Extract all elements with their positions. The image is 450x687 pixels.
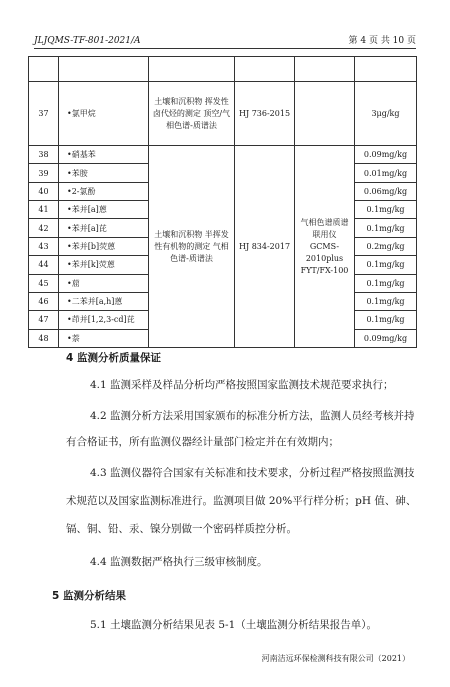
footer-company: 河南洁远环保检测科技有限公司（2021） — [261, 654, 410, 663]
detection-limit: 3μg/kg — [355, 82, 417, 146]
row-number: 46 — [29, 292, 59, 310]
method-name: 土壤和沉积物 挥发性卤代烃的测定 顶空/气相色谱-质谱法 — [149, 82, 235, 146]
paragraph-4-3-line2: 术规范以及国家监测标准进行。监测项目做 20%平行样分析；pH 值、砷、 — [66, 495, 417, 507]
paragraph-4-3-line3: 镉、铜、铅、汞、镍分别做一个密码样质控分析。 — [66, 523, 297, 535]
analyte-name: •氯甲烷 — [59, 82, 149, 146]
analyte-name: •苯并[a]芘 — [59, 219, 149, 237]
page-info: 第 4 页 共 10 页 — [348, 36, 416, 46]
row-number: 44 — [29, 256, 59, 274]
method-standard: HJ 834-2017 — [235, 146, 295, 348]
detection-limit-table — [28, 56, 417, 348]
page-header — [34, 30, 416, 49]
method-standard: HJ 736-2015 — [235, 82, 295, 146]
section-5-title: 5 监测分析结果 — [52, 590, 126, 602]
detection-limit: 0.06mg/kg — [355, 182, 417, 200]
paragraph-5-1: 5.1 土壤监测分析结果见表 5-1（土壤监测分析结果报告单）。 — [90, 619, 378, 631]
paragraph-4-3-line1: 4.3 监测仪器符合国家有关标准和技术要求，分析过程严格按照监测技 — [90, 467, 415, 479]
row-number: 39 — [29, 164, 59, 182]
row-number: 48 — [29, 329, 59, 347]
row-number: 47 — [29, 311, 59, 329]
detection-limit: 0.1mg/kg — [355, 201, 417, 219]
analyte-name: •2-氯酚 — [59, 182, 149, 200]
detection-limit: 0.1mg/kg — [355, 274, 417, 292]
detection-limit: 0.1mg/kg — [355, 292, 417, 310]
detection-limit: 0.1mg/kg — [355, 256, 417, 274]
row-number: 45 — [29, 274, 59, 292]
paragraph-4-4: 4.4 监测数据严格执行三级审核制度。 — [90, 556, 268, 568]
row-number: 38 — [29, 146, 59, 164]
paragraph-4-2-line1: 4.2 监测分析方法采用国家颁布的标准分析方法，监测人员经考核并持 — [90, 410, 415, 422]
analyte-name: •硝基苯 — [59, 146, 149, 164]
table-row — [29, 57, 417, 82]
table-row — [29, 82, 417, 146]
detection-limit: 0.09mg/kg — [355, 329, 417, 347]
row-number: 41 — [29, 201, 59, 219]
row-number: 37 — [29, 82, 59, 146]
row-number: 40 — [29, 182, 59, 200]
analyte-name: •苯并[b]荧蒽 — [59, 237, 149, 255]
doc-code: JLJQMS-TF-801-2021/A — [34, 36, 141, 46]
analyte-name: •苯并[k]荧蒽 — [59, 256, 149, 274]
detection-limit: 0.2mg/kg — [355, 237, 417, 255]
row-number: 43 — [29, 237, 59, 255]
paragraph-4-1: 4.1 监测采样及样品分析均严格按照国家监测技术规范要求执行； — [90, 379, 394, 391]
row-number: 42 — [29, 219, 59, 237]
table-row — [29, 146, 417, 164]
instrument-name: 气相色谱质谱联用仪 GCMS-2010plus FYT/FX-100 — [295, 146, 355, 348]
analyte-name: •䓛 — [59, 274, 149, 292]
paragraph-4-2-line2: 有合格证书，所有监测仪器经计量部门检定并在有效期内； — [66, 436, 339, 448]
analyte-name: •茚并[1,2,3-cd]芘 — [59, 311, 149, 329]
analyte-name: •苯并[a]蒽 — [59, 201, 149, 219]
analyte-name: •二苯并[a,h]蒽 — [59, 292, 149, 310]
detection-limit: 0.09mg/kg — [355, 146, 417, 164]
detection-limit: 0.01mg/kg — [355, 164, 417, 182]
method-name: 土壤和沉积物 半挥发性有机物的测定 气相色谱-质谱法 — [149, 146, 235, 348]
analyte-name: •萘 — [59, 329, 149, 347]
analyte-name: •苯胺 — [59, 164, 149, 182]
section-4-title: 4 监测分析质量保证 — [66, 352, 161, 364]
detection-limit: 0.1mg/kg — [355, 311, 417, 329]
detection-limit: 0.1mg/kg — [355, 219, 417, 237]
